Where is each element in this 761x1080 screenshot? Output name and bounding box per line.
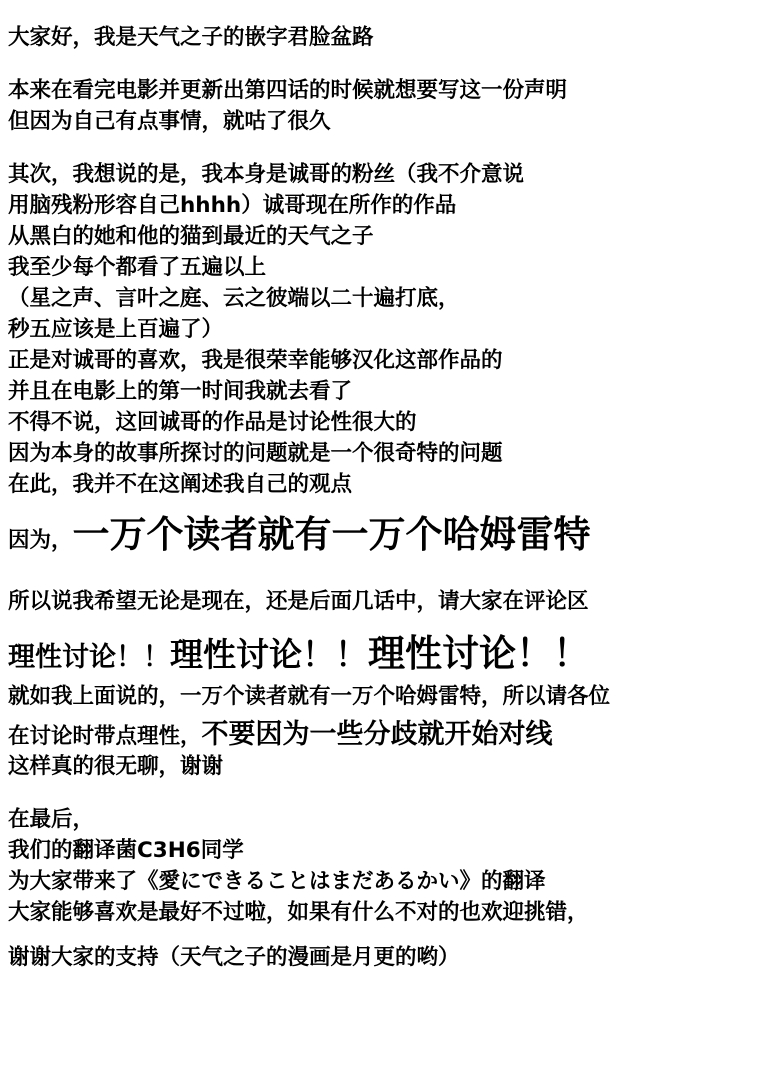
rational-part-2: 理性讨论！！ <box>170 635 368 674</box>
para3-line-1: 所以说我希望无论是现在，还是后面几话中，请大家在评论区 <box>8 589 589 614</box>
para2-line-5: （星之声、言叶之庭、云之彼端以二十遍打底， <box>8 286 460 311</box>
para1-line-2: 但因为自己有点事情，就咕了很久 <box>8 109 331 134</box>
spacer <box>8 53 751 75</box>
para2-line-3: 从黑白的她和他的猫到最近的天气之子 <box>8 224 374 249</box>
emphasis-line-no-fighting <box>8 712 751 751</box>
para2-line-9: 不得不说，这回诚哥的作品是讨论性很大的 <box>8 410 417 435</box>
para2-line-2: 用脑残粉形容自己hhhh）诚哥现在所作的作品 <box>8 193 457 218</box>
para5-line-1: 这样真的很无聊，谢谢 <box>8 754 224 779</box>
closing-line-4: 大家能够喜欢是最好不过啦，如果有什么不对的也欢迎挑错， <box>8 900 589 925</box>
para1-line-1: 本来在看完电影并更新出第四话的时候就想要写这一份声明 <box>8 78 568 103</box>
para2-line-10: 因为本身的故事所探讨的问题就是一个很奇特的问题 <box>8 441 503 466</box>
para2-line-6: 秒五应该是上百遍了） <box>8 317 224 342</box>
intro-line: 大家好，我是天气之子的嵌字君脸盆路 <box>8 25 374 50</box>
spacer <box>8 782 751 804</box>
para2-line-11: 在此，我并不在这阐述我自己的观点 <box>8 472 353 497</box>
emphasis-highlight: 一万个读者就有一万个哈姆雷特 <box>72 513 591 556</box>
no-fighting-prefix: 在讨论时带点理性， <box>8 724 202 749</box>
rational-part-3: 理性讨论！！ <box>368 632 590 675</box>
spacer <box>8 928 751 942</box>
para2-line-7: 正是对诚哥的喜欢，我是很荣幸能够汉化这部作品的 <box>8 348 503 373</box>
para4-line-1: 就如我上面说的，一万个读者就有一万个哈姆雷特，所以请各位 <box>8 684 611 709</box>
closing-line-3: 为大家带来了《愛にできることはまだあるかい》的翻译 <box>8 869 546 894</box>
para2-line-1: 其次，我想说的是，我本身是诚哥的粉丝（我不介意说 <box>8 162 525 187</box>
rational-part-1: 理性讨论！！ <box>8 642 170 673</box>
closing-line-1: 在最后， <box>8 807 95 832</box>
no-fighting-highlight: 不要因为一些分歧就开始对线 <box>201 719 553 750</box>
emphasis-line-hamlet <box>8 504 751 558</box>
spacer <box>8 558 751 586</box>
spacer <box>8 137 751 159</box>
thanks-line: 谢谢大家的支持（天气之子的漫画是月更的哟） <box>8 945 460 970</box>
emphasis-line-rational <box>8 623 751 677</box>
emphasis-prefix: 因为， <box>8 528 73 553</box>
para2-line-4: 我至少每个都看了五遍以上 <box>8 255 267 280</box>
closing-line-2: 我们的翻译菌C3H6同学 <box>8 838 244 863</box>
para2-line-8: 并且在电影上的第一时间我就去看了 <box>8 379 353 404</box>
